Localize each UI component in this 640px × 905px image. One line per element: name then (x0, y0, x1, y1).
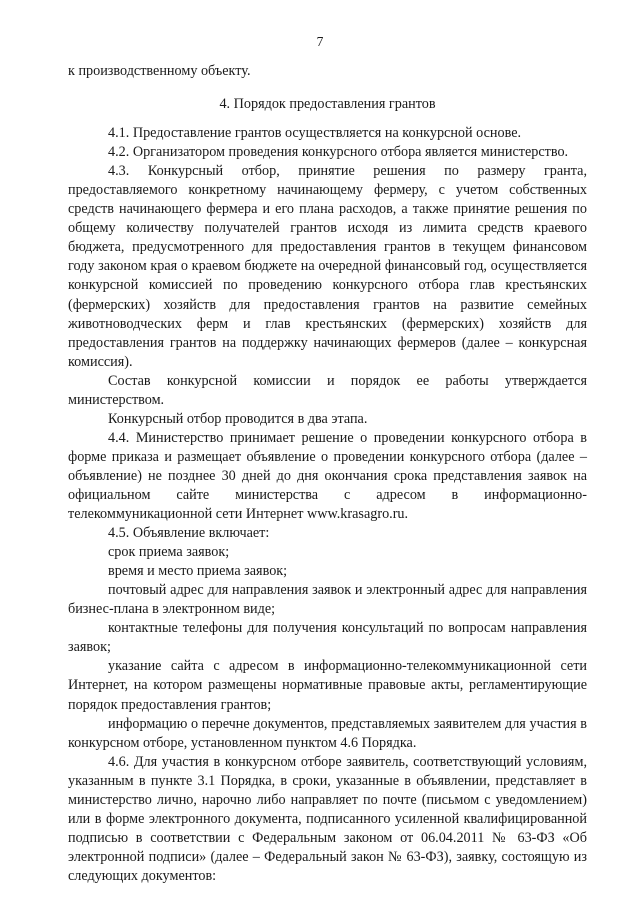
paragraph-4-2: 4.2. Организатором проведения конкурсного отбора является министерство. (108, 144, 569, 161)
section-heading: 4. Порядок предоставления грантов (219, 96, 436, 113)
paragraph-commission-composition: Состав конкурсной комиссии и порядок ее работы утверждается министерством. (68, 372, 587, 408)
list-item-website: указание сайта с адресом в информационно-телекоммуникационной сети Интернет, на котором размещены нормативные правовые акты, регламентирующие порядок предоставления грантов; (68, 658, 587, 713)
list-item-phones: контактные телефоны для получения консультаций по вопросам направления заявок; (68, 620, 587, 656)
list-item-time-place: время и место приема заявок; (108, 563, 288, 580)
paragraph-4-3: 4.3. Конкурсный отбор, принятие решения по размеру гранта, предоставляемого конкретному начинающему фермеру, с учетом собственных средств начинающего фермера и его плана расходов, а также принятие решения по общему количеству получателей грантов исходя из лимита средств краевого бюджета, предусмотренного для предоставления грантов в текущем финансовом году законом края о краевом бюджете на очередной финансовый год, осуществляется конкурсной комиссией по проведению конкурсного отбора глав крестьянских (фермерских) хозяйств для предоставления грантов на развитие семейных животноводческих ферм и глав крестьянских (фермерских) хозяйств для предоставления грантов на поддержку начинающих фермеров (далее – конкурсная комиссия). (68, 163, 587, 370)
paragraph-4-4: 4.4. Министерство принимает решение о проведении конкурсного отбора в форме приказа и размещает объявление о проведении конкурсного отбора (далее – объявление) не позднее 30 дней до дня окончания срока представления заявок на официальном сайте министерства с адресом в информационно-телекоммуникационной сети Интернет www.krasagro.ru. (68, 429, 587, 523)
continuation-line: к производственному объекту. (68, 63, 251, 79)
page-number: 7 (316, 34, 324, 49)
list-item-deadline: срок приема заявок; (108, 544, 230, 561)
paragraph-two-stages: Конкурсный отбор проводится в два этапа. (108, 410, 368, 427)
paragraph-4-1: 4.1. Предоставление грантов осуществляется на конкурсной основе. (108, 125, 522, 142)
list-item-documents-info: информацию о перечне документов, представляемых заявителем для участия в конкурсном отборе, установленном пунктом 4.6 Порядка. (68, 715, 587, 751)
paragraph-4-6: 4.6. Для участия в конкурсном отборе заявитель, соответствующий условиям, указанным в пункте 3.1 Порядка, в сроки, указанные в объявлении, представляет в министерство лично, нарочно либо направляет по почте (письмом с уведомлением) или в форме электронного документа, подписанного усиленной квалифицированной подписью в соответствии с Федеральным законом от 06.04.2011 № 63-ФЗ «Об электронной подписи» (далее – Федеральный закон № 63-ФЗ), заявку, состоящую из следующих документов: (68, 753, 587, 884)
page-body (68, 62, 587, 886)
list-item-addresses: почтовый адрес для направления заявок и электронный адрес для направления бизнес-плана в электронном виде; (68, 582, 587, 618)
paragraph-4-5: 4.5. Объявление включает: (108, 525, 270, 542)
